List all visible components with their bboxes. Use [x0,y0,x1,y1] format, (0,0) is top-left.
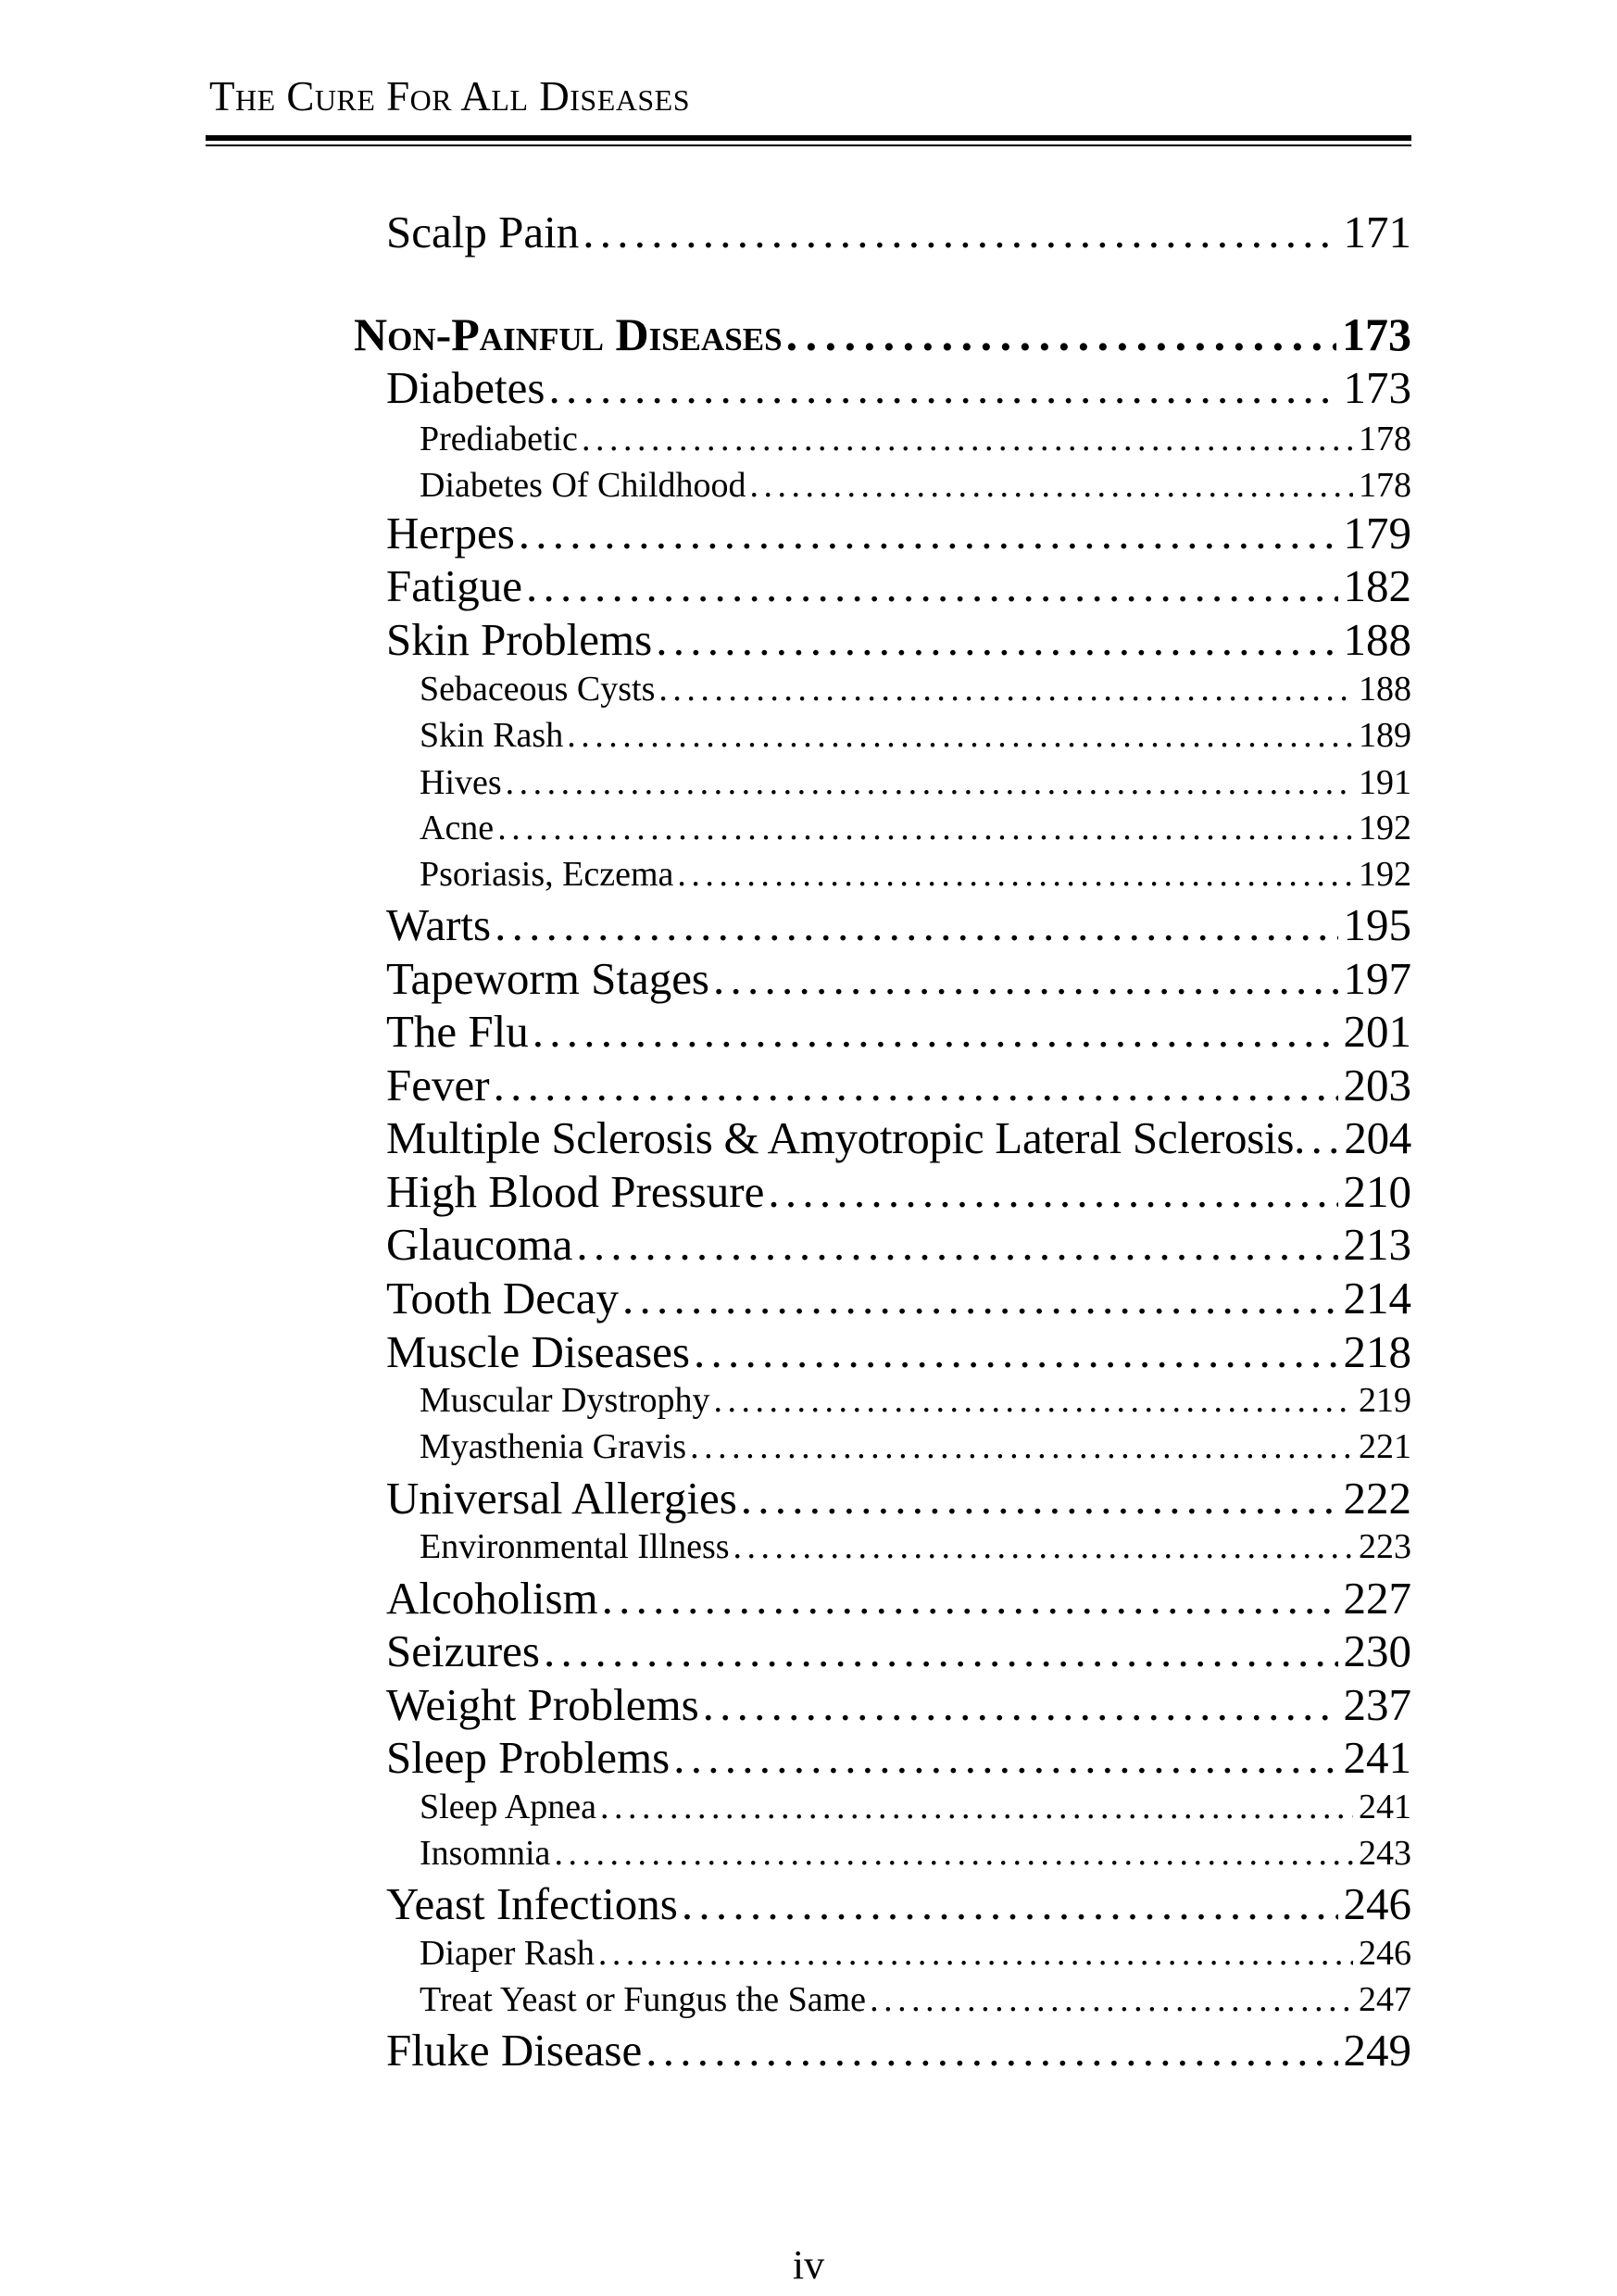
page-number: iv [792,2242,825,2288]
toc-entry-title: Yeast Infections [386,1878,678,1929]
toc-entry-title: High Blood Pressure [386,1166,765,1217]
dot-leader [533,1005,1338,1058]
toc-entry-tapeworm-stages[interactable] [386,952,1411,1006]
toc-entry-alcoholism[interactable] [386,1572,1411,1625]
toc-subentry-psoriasis-eczema[interactable] [420,854,1411,897]
toc-subentry-title: Acne [420,809,495,847]
toc-entry-title: Tooth Decay [386,1273,620,1324]
toc-subentry-sleep-apnea[interactable] [420,1787,1411,1829]
toc-entry-herpes[interactable] [386,507,1411,560]
dot-leader [582,419,1353,459]
dot-leader [713,1380,1353,1421]
toc-entry-title: Seizures [386,1625,540,1676]
toc-subentry-page: 243 [1359,1834,1411,1873]
toc-entry-high-blood-pressure[interactable] [386,1165,1411,1219]
toc-entry-scalp-pain[interactable] [386,206,1411,259]
dot-leader [656,613,1337,666]
toc-entry-title: Skin Problems [386,614,653,665]
toc-entry-title: The Flu [386,1006,529,1057]
toc-entry-page: 214 [1343,1273,1411,1324]
toc-entry-title: Sleep Problems [386,1732,671,1783]
dot-leader [622,1272,1337,1324]
dot-leader [786,307,1336,361]
toc-subentry-title: Muscular Dystrophy [420,1381,710,1420]
dot-leader [703,1678,1338,1731]
toc-subentry-environmental-illness[interactable] [420,1526,1411,1569]
dot-leader [494,1059,1338,1111]
toc-subentry-page: 188 [1359,670,1411,709]
toc-subentry-title: Diaper Rash [420,1934,595,1973]
toc-subentry-treat-yeast-or-fungus[interactable] [420,1979,1411,2022]
dot-leader [682,1877,1338,1930]
dot-leader [576,1218,1337,1271]
dot-leader [673,1731,1337,1784]
dot-leader [519,507,1338,559]
toc-subentry-title: Diabetes Of Childhood [420,466,746,505]
toc-entry-title: Fever [386,1060,490,1110]
toc-section-non-painful-diseases[interactable] [354,307,1411,361]
dot-leader [495,898,1337,951]
toc-entry-title: Fatigue [386,560,522,611]
toc-entry-title: Alcoholism [386,1573,598,1624]
toc-subentry-page: 178 [1359,466,1411,505]
toc-subentry-page: 241 [1359,1788,1411,1826]
dot-leader [768,1165,1337,1218]
toc-entry-page: 218 [1343,1326,1411,1377]
toc-subentry-title: Hives [420,763,502,802]
dot-leader [870,1979,1353,2020]
dot-leader [677,854,1353,895]
dot-leader [1294,1111,1338,1164]
dot-leader [567,715,1353,756]
toc-subentry-title: Treat Yeast or Fungus the Same [420,1980,867,2019]
dot-leader [526,559,1338,612]
toc-entry-fatigue[interactable] [386,559,1411,613]
toc-entry-page: 182 [1343,560,1411,611]
toc-entry-page: 188 [1343,614,1411,665]
toc-entry-muscle-diseases[interactable] [386,1325,1411,1379]
toc-subentry-page: 178 [1359,420,1411,458]
toc-entry-weight-problems[interactable] [386,1678,1411,1732]
toc-subentry-page: 221 [1359,1427,1411,1466]
toc-subentry-title: Psoriasis, Eczema [420,855,674,894]
toc-subentry-title: Prediabetic [420,420,578,458]
toc-entry-the-flu[interactable] [386,1005,1411,1059]
toc-entry-title: Universal Allergies [386,1473,737,1524]
toc-subentry-title: Myasthenia Gravis [420,1427,687,1466]
toc-subentry-sebaceous-cysts[interactable] [420,669,1411,711]
toc-entry-title: Herpes [386,508,515,558]
toc-entry-title: Warts [386,899,492,950]
toc-entry-page: 210 [1343,1166,1411,1217]
toc-subentry-page: 219 [1359,1381,1411,1420]
dot-leader [694,1325,1338,1378]
dot-leader [554,1833,1353,1874]
toc-subentry-insomnia[interactable] [420,1833,1411,1876]
toc-subentry-skin-rash[interactable] [420,715,1411,758]
toc-entry-page: 197 [1343,953,1411,1004]
toc-subentry-page: 191 [1359,763,1411,802]
toc-entry-page: 179 [1343,508,1411,558]
dot-leader [544,1625,1338,1677]
toc-entry-title: Diabetes [386,362,545,413]
dot-leader [548,361,1337,414]
toc-entry-title: Glaucoma [386,1219,573,1270]
toc-entry-page: 230 [1343,1625,1411,1676]
dot-leader [690,1426,1353,1467]
toc-section-page: 173 [1342,308,1411,360]
toc-entry-page: 227 [1343,1573,1411,1624]
dot-leader [741,1472,1338,1524]
toc-entry-page: 173 [1343,362,1411,413]
dot-leader [733,1526,1353,1567]
toc-section-title: Non-Painful Diseases [354,308,783,360]
toc-entry-fluke-disease[interactable] [386,2024,1411,2077]
toc-entry-title: Fluke Disease [386,2025,643,2076]
dot-leader [598,1933,1353,1974]
toc-entry-page: 171 [1343,207,1411,257]
toc-entry-sleep-problems[interactable] [386,1731,1411,1785]
toc-entry-page: 203 [1343,1060,1411,1110]
toc-entry-fever[interactable] [386,1059,1411,1112]
toc-entry-yeast-infections[interactable] [386,1877,1411,1931]
toc-subentry-title: Sleep Apnea [420,1788,597,1826]
toc-subentry-acne[interactable] [420,808,1411,850]
toc-entry-universal-allergies[interactable] [386,1472,1411,1525]
toc-subentry-myasthenia-gravis[interactable] [420,1426,1411,1469]
toc-subentry-title: Environmental Illness [420,1527,730,1566]
toc-subentry-title: Skin Rash [420,716,564,755]
toc-subentry-muscular-dystrophy[interactable] [420,1380,1411,1423]
toc-entry-title: Tapeworm Stages [386,953,710,1004]
toc-entry-glaucoma[interactable] [386,1218,1411,1272]
toc-entry-multiple-sclerosis[interactable] [386,1111,1411,1165]
toc-entry-page: 204 [1344,1112,1411,1163]
toc-subentry-title: Insomnia [420,1834,551,1873]
toc-subentry-prediabetic[interactable] [420,419,1411,461]
running-head-title: The Cure For All Diseases [209,73,690,119]
toc-entry-tooth-decay[interactable] [386,1272,1411,1325]
toc-entry-page: 213 [1343,1219,1411,1270]
toc-subentry-page: 247 [1359,1980,1411,2019]
toc-entry-page: 222 [1343,1473,1411,1524]
toc-subentry-diaper-rash[interactable] [420,1933,1411,1976]
toc-entry-page: 237 [1343,1679,1411,1730]
dot-leader [583,206,1337,258]
toc-entry-page: 201 [1343,1006,1411,1057]
toc-entry-page: 195 [1343,899,1411,950]
toc-entry-title: Muscle Diseases [386,1326,690,1377]
toc-entry-seizures[interactable] [386,1625,1411,1678]
toc-entry-skin-problems[interactable] [386,613,1411,667]
dot-leader [506,762,1353,803]
toc-entry-title: Weight Problems [386,1679,699,1730]
toc-subentry-page: 192 [1359,855,1411,894]
toc-entry-title: Multiple Sclerosis & Amyotropic Lateral Sclerosis [386,1112,1295,1163]
toc-subentry-hives[interactable] [420,762,1411,805]
toc-subentry-diabetes-of-childhood[interactable] [420,465,1411,508]
dot-leader [750,465,1353,506]
dot-leader [713,952,1337,1005]
dot-leader [600,1787,1353,1827]
dot-leader [646,2024,1337,2076]
toc-subentry-page: 189 [1359,716,1411,755]
dot-leader [602,1572,1338,1625]
dot-leader [497,808,1353,848]
toc-subentry-page: 192 [1359,809,1411,847]
toc-entry-title: Scalp Pain [386,207,580,257]
dot-leader [658,669,1353,709]
toc-entry-page: 246 [1343,1878,1411,1929]
toc-entry-page: 241 [1343,1732,1411,1783]
toc-entry-page: 249 [1343,2025,1411,2076]
toc-entry-warts[interactable] [386,898,1411,952]
toc-subentry-title: Sebaceous Cysts [420,670,656,709]
toc-subentry-page: 246 [1359,1934,1411,1973]
toc-entry-diabetes[interactable] [386,361,1411,415]
toc-subentry-page: 223 [1359,1527,1411,1566]
